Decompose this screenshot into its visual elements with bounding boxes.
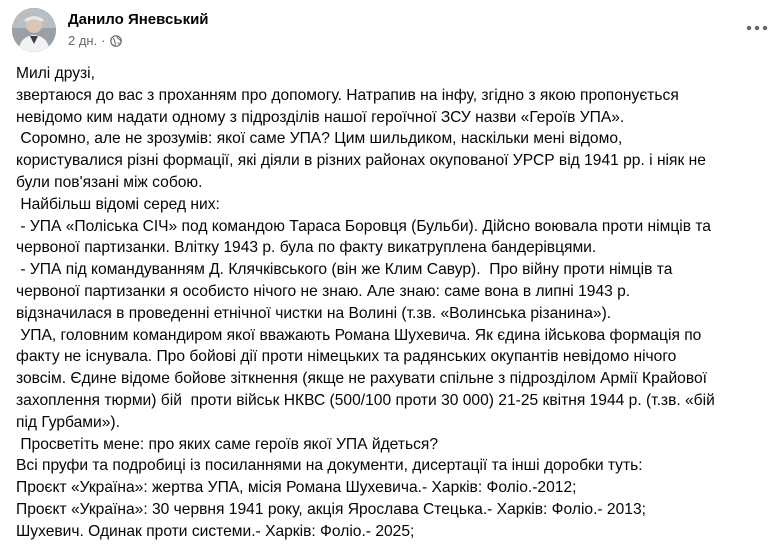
text-line: червоної партизанки я особисто нічого не знаю. Але знаю: саме вона в липні 1943 р. [16, 282, 631, 300]
more-options-icon [746, 25, 768, 31]
text-line: факту не існувала. Про бойові дії проти німецьких та радянських окупантів невідомо нічого [16, 348, 677, 366]
text-line: були пов'язані між собою. [16, 173, 203, 191]
text-line: Просветіть мене: про яких саме героїв якої УПА йдеться? [16, 435, 438, 453]
text-line: Милі друзі, [16, 65, 95, 82]
globe-icon [110, 35, 122, 47]
text-line: Проєкт «Україна»: 30 червня 1941 року, акція Ярослава Стецька.- Харків: Фоліо.- 2013; [16, 500, 646, 518]
post-header [12, 8, 772, 58]
text-line: УПА, головним командиром якої вважають Романа Шухевича. Як єдина ійськова формація по [16, 326, 702, 344]
author-name[interactable]: Данило Яневський [68, 11, 209, 28]
text-line: звертаюся до вас з проханням про допомогу. Натрапив на інфу, згідно з якою пропонується [16, 86, 679, 104]
text-line: Найбільш відомі серед них: [16, 195, 220, 213]
post-meta [68, 33, 122, 48]
text-line: Проєкт «Україна»: жертва УПА, місія Романа Шухевича.- Харків: Фоліо.-2012; [16, 479, 577, 497]
text-line: - УПА «Поліська СІЧ» под командою Тараса Боровця (Бульби). Дійсно воювала проти німців та [16, 217, 711, 235]
text-line: під Гурбами»). [16, 413, 120, 431]
text-line: відзначилася в проведенні етнічної чистки на Волині (т.зв. «Волинська різанина»). [16, 304, 612, 322]
text-line: користувалися різні формації, які діяли в різних районах окупованої УРСР від 1941 рр. і ніяк не [16, 152, 706, 170]
avatar-photo [12, 8, 56, 52]
text-line: червоної партизанки. Влітку 1943 р. була по факту викатруплена бандерівцями. [16, 239, 597, 257]
meta-separator: · [101, 33, 106, 48]
post-time[interactable]: 2 дн. [68, 33, 98, 48]
post-text [16, 63, 776, 543]
text-line: Соромно, але не зрозумів: якої саме УПА? Цим шильдиком, наскільки мені відомо, [16, 130, 623, 148]
text-line: невідомо ким надати одному з підрозділів нашої героїчної ЗСУ назви «Героїв УПА». [16, 108, 625, 126]
avatar[interactable] [12, 8, 56, 52]
text-line: Шухевич. Одинак проти системи.- Харків: Фоліо.- 2025; [16, 522, 415, 540]
text-line: - УПА під командуванням Д. Клячківського (він же Клим Савур). Про війну проти німців та [16, 261, 673, 279]
text-line: Всі пруфи та подробиці із посиланнями на документи, дисертації та інші доробки туть: [16, 457, 643, 475]
text-line: захоплення тюрми) бій проти військ НКВС (500/100 проти 30 000) 21-25 квітня 1944 р. (т.зв. «бій [16, 391, 715, 409]
text-line: зовсім. Єдине відоме бойове зіткнення (якще не рахувати спільне з підрозділом Армії Крайової [16, 370, 707, 388]
more-options-button[interactable] [742, 16, 772, 40]
